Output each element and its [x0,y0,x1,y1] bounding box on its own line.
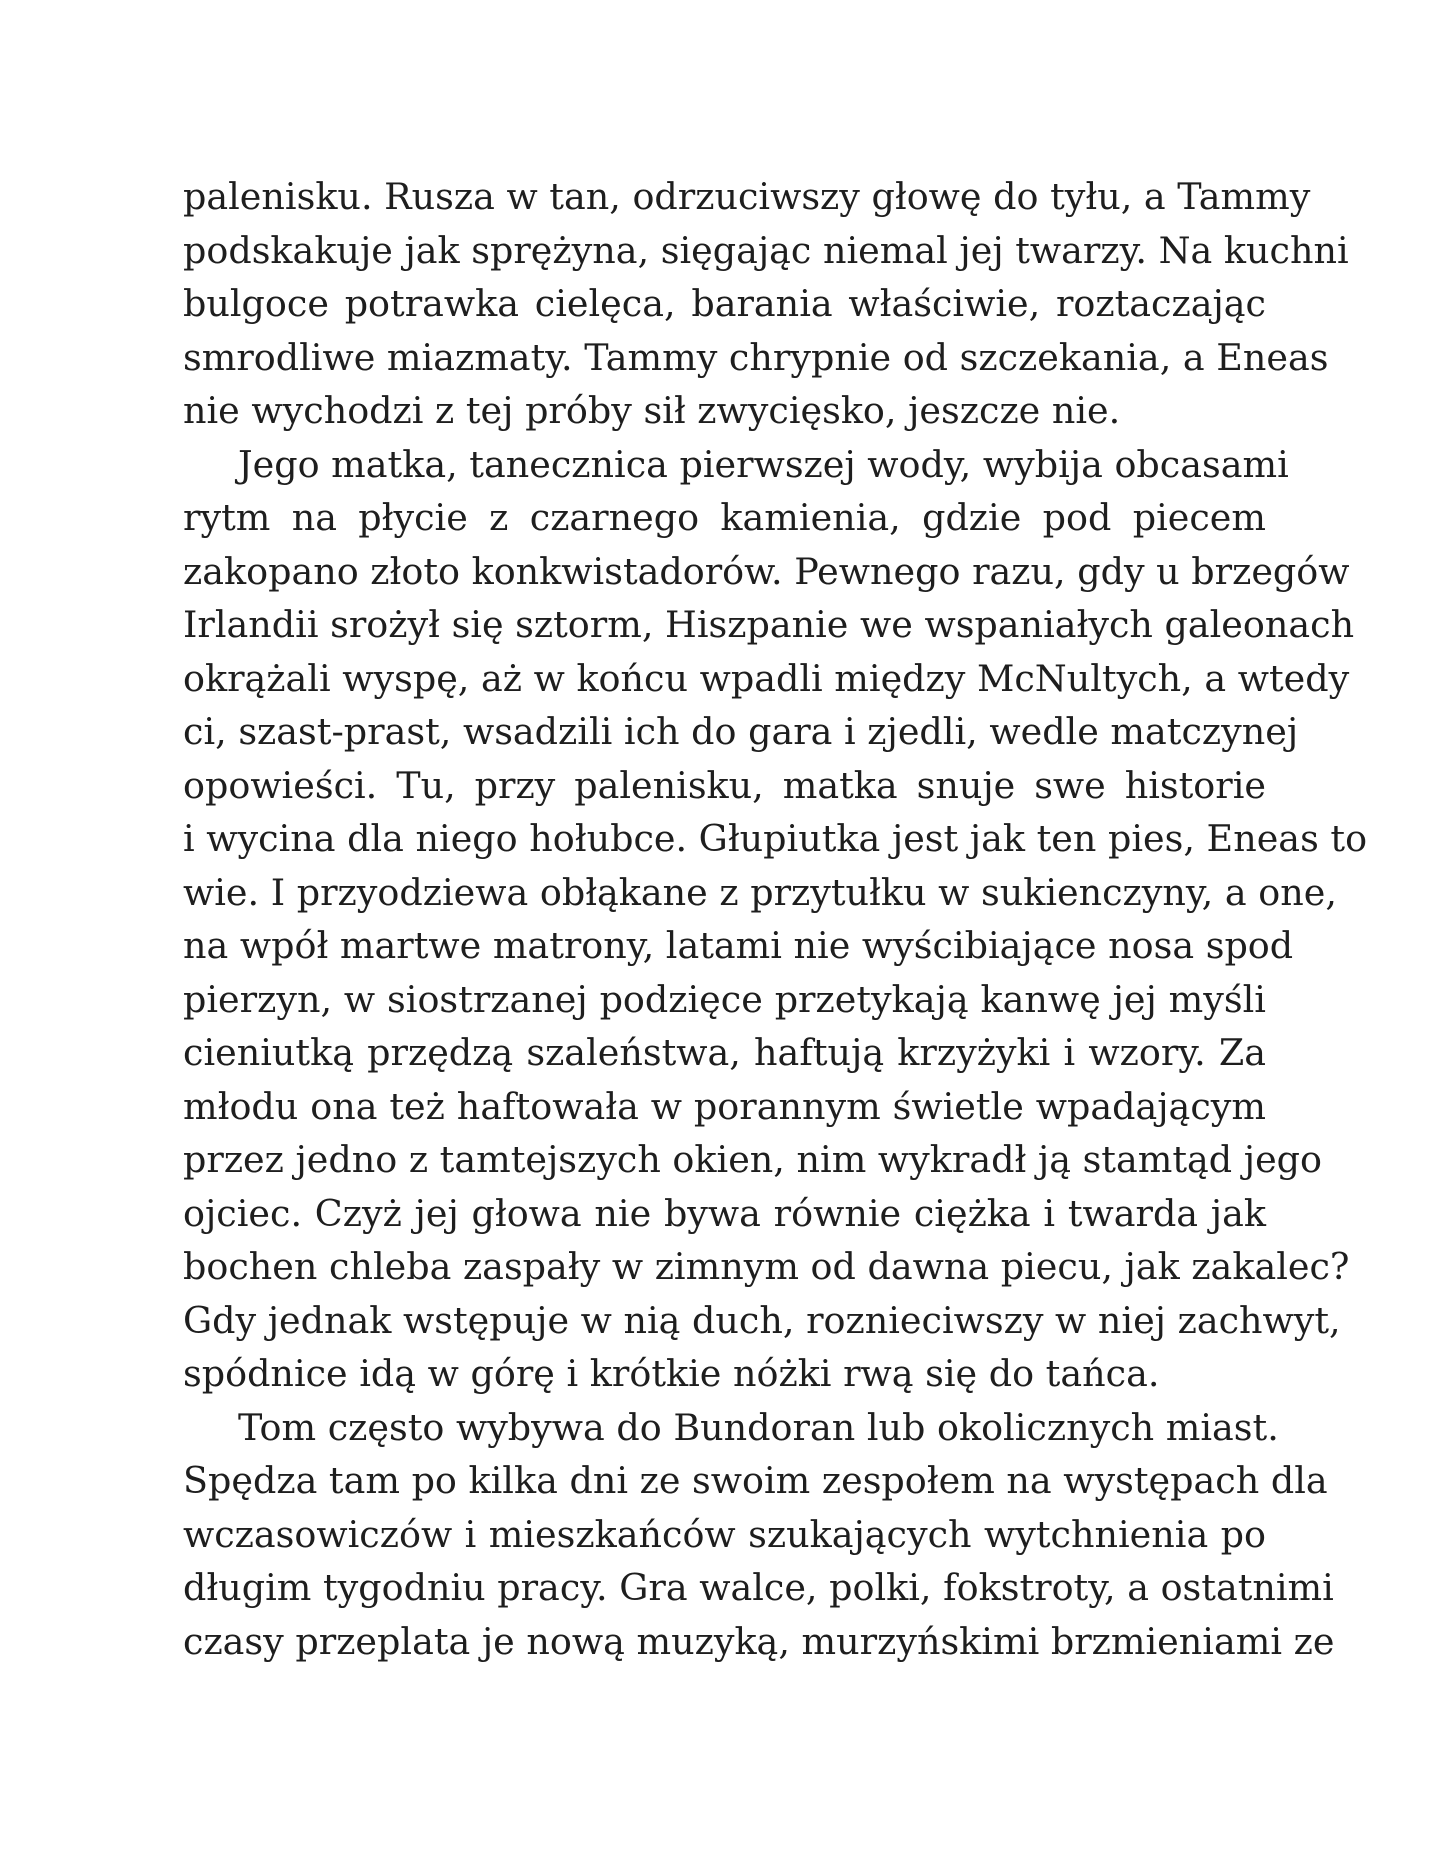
text-line: wie. I przyodziewa obłąkane z przytułku w sukienczyny, a one, [183,870,1337,914]
text-line: Irlandii srożył się sztorm, Hiszpanie we wspaniałych galeonach [183,603,1355,646]
text-line: ci, szast-prast, wsadzili ich do gara i zjedli, wedle matczynej [183,710,1299,753]
text-line: palenisku. Rusza w tan, odrzuciwszy głowę do tyłu, a Tammy [183,175,1311,218]
text-line: nie wychodzi z tej próby sił zwycięsko, jeszcze nie. [183,389,1121,432]
text-line: bulgoce potrawka cielęca, barania właściwie, roztaczając [183,282,1266,325]
text-line: spódnice idą w górę i krótkie nóżki rwą się do tańca. [183,1352,1160,1395]
text-line: ojciec. Czyż jej głowa nie bywa równie ciężka i twarda jak [183,1191,1266,1235]
text-line: zakopano złoto konkwistadorów. Pewnego razu, gdy u brzegów [183,549,1350,593]
text-line: Gdy jednak wstępuje w nią duch, roznieciwszy w niej zachwyt, [183,1298,1341,1342]
text-line: Tom często wybywa do Bundoran lub okolicznych miast. [238,1405,1279,1449]
text-line: okrążali wyspę, aż w końcu wpadli między McNultych, a wtedy [183,656,1350,700]
text-line: przez jedno z tamtejszych okien, nim wykradł ją stamtąd jego [183,1138,1323,1181]
text-line: cieniutką przędzą szaleństwa, haftują krzyżyki i wzory. Za [183,1031,1266,1074]
document-page [183,170,1368,1668]
text-line: smrodliwe miazmaty. Tammy chrypnie od szczekania, a Eneas [183,335,1329,379]
text-line: i wycina dla niego hołubce. Głupiutka jest jak ten pies, Eneas to [183,817,1368,860]
text-line: bochen chleba zaspały w zimnym od dawna piecu, jak zakalec? [183,1245,1350,1288]
text-line: na wpół martwe matrony, latami nie wyścibiające nosa spod [183,924,1294,967]
text-line: podskakuje jak sprężyna, sięgając niemal jej twarzy. Na kuchni [183,228,1349,272]
text-line: Spędza tam po kilka dni ze swoim zespołem na występach dla [183,1459,1328,1502]
text-line: młodu ona też haftowała w porannym świetle wpadającym [183,1084,1266,1128]
text-line: długim tygodniu pracy. Gra walce, polki, fokstroty, a ostatnimi [183,1566,1334,1609]
text-line: czasy przeplata je nową muzyką, murzyńskimi brzmieniami ze [183,1619,1335,1663]
text-line: opowieści. Tu, przy palenisku, matka snuje swe historie [183,763,1266,807]
text-line: wczasowiczów i mieszkańców szukających wytchnienia po [183,1512,1266,1556]
text-line: pierzyn, w siostrzanej podzięce przetykają kanwę jej myśli [183,977,1266,1021]
text-line: rytm na płycie z czarnego kamienia, gdzie pod piecem [183,496,1266,539]
text-line: Jego matka, tanecznica pierwszej wody, wybija obcasami [238,442,1289,486]
